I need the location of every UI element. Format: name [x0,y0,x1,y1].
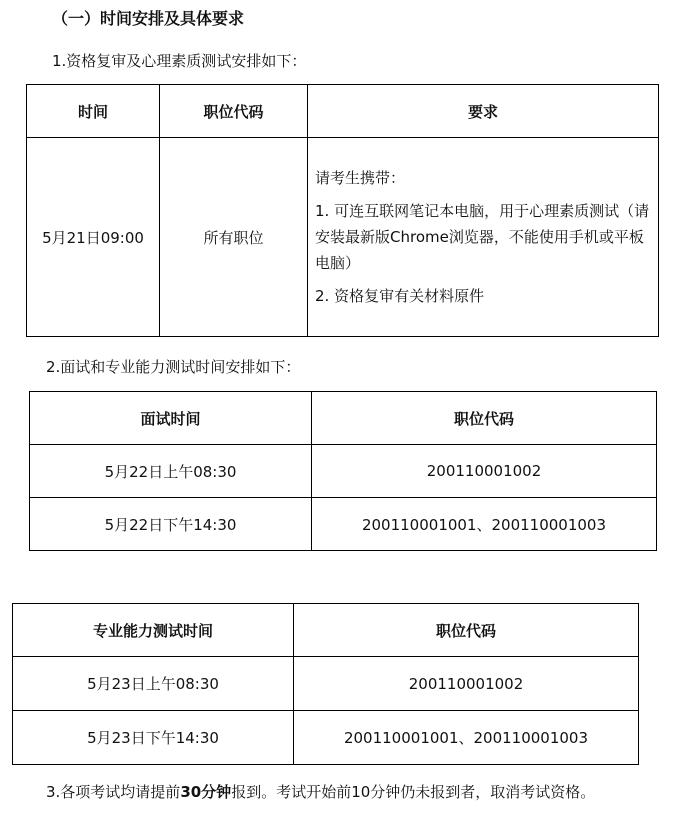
paragraph-3 [46,781,595,802]
paragraph-2: 2.面试和专业能力测试时间安排如下： [46,358,301,376]
table-row [13,657,639,711]
header-position-code: 职位代码 [294,604,639,657]
interview-time: 5月22日上午08:30 [30,445,312,498]
position-code: 200110001001、200110001003 [312,498,657,551]
position-code: 200110001002 [312,445,657,498]
header-interview-time: 面试时间 [30,392,312,445]
paragraph-3-before: 3.各项考试均请提前 [46,783,181,801]
table-row [30,498,657,551]
interview-schedule-table [29,391,657,551]
review-time: 5月21日09:00 [27,138,160,337]
header-position-code: 职位代码 [312,392,657,445]
skills-test-time: 5月23日下午14:30 [13,711,294,765]
position-code: 200110001001、200110001003 [294,711,639,765]
paragraph-1: 1.资格复审及心理素质测试安排如下： [52,52,307,70]
review-schedule-table [26,84,659,337]
table-row [13,711,639,765]
requirements-cell [308,138,659,337]
header-time: 时间 [27,85,160,138]
requirement-item-1: 1. 可连互联网笔记本电脑，用于心理素质测试（请安装最新版Chrome浏览器，不能使用手机或平板电脑） [315,202,650,272]
paragraph-3-after: 报到。考试开始前10分钟仍未报到者，取消考试资格。 [231,783,596,801]
skills-test-time: 5月23日上午08:30 [13,657,294,711]
paragraph-3-emphasis: 30分钟 [180,783,232,801]
header-requirements: 要求 [308,85,659,138]
skills-test-schedule-table [12,603,639,765]
requirements-intro: 请考生携带： [315,169,406,187]
header-skills-test-time: 专业能力测试时间 [13,604,294,657]
position-code: 200110001002 [294,657,639,711]
interview-time: 5月22日下午14:30 [30,498,312,551]
table-row [30,445,657,498]
section-heading: （一）时间安排及具体要求 [52,9,245,28]
requirement-item-2: 2. 资格复审有关材料原件 [315,287,485,305]
header-position-code: 职位代码 [160,85,308,138]
review-position-code: 所有职位 [160,138,308,337]
